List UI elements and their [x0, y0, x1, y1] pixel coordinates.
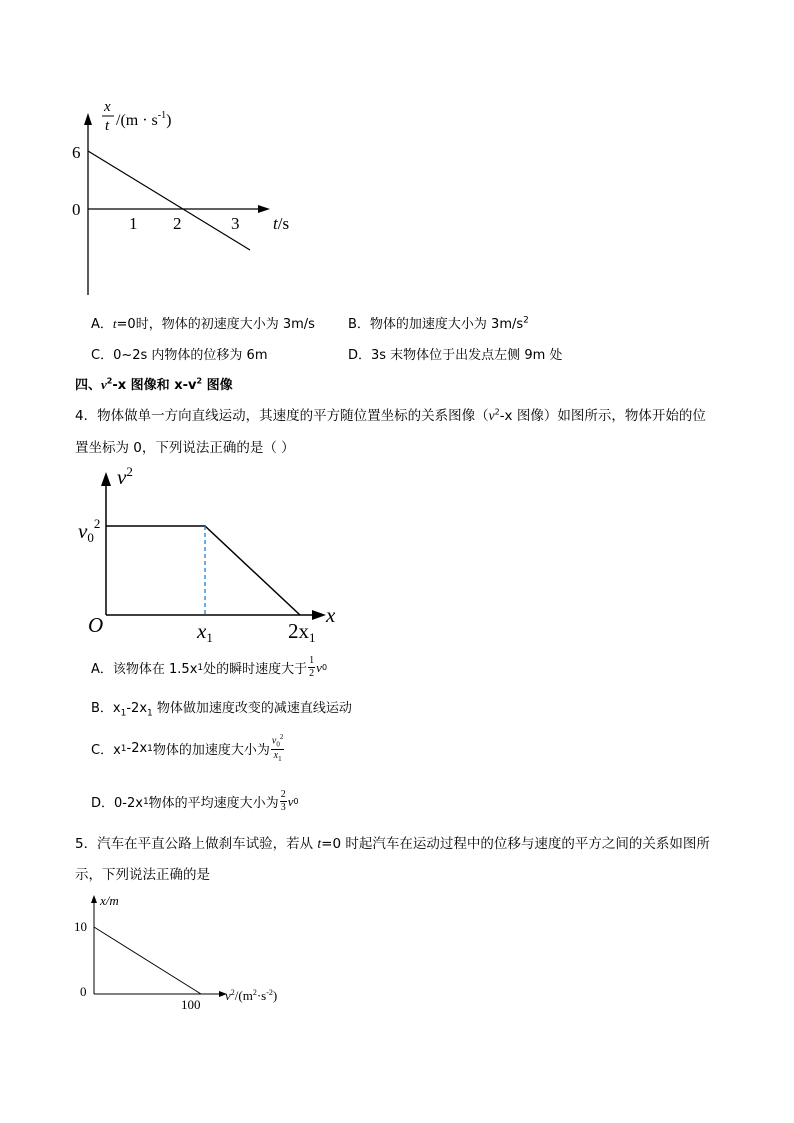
q5-stem-line2: 示，下列说法正确的是	[75, 867, 210, 883]
graph2-x-arrow	[312, 610, 326, 620]
q4-option-a[interactable]	[91, 656, 327, 679]
q3-option-a-var: t	[112, 316, 117, 331]
graph3-x-tick-100: 100	[181, 997, 201, 1012]
section-heading: 四、$v^2-x$ 图像和 $x-v^2$ 图像	[75, 376, 233, 393]
graph3-x-label: $v^2/(m^2\cdot s^{-2})$	[225, 988, 278, 1003]
q4-option-a-text2: 处的瞬时速度大于	[203, 662, 308, 677]
graph2-x-axis-label: x	[326, 603, 336, 627]
q3-option-c[interactable]	[91, 344, 267, 363]
q3-option-a-prefix: A．	[91, 317, 113, 332]
graph1-x-tick-2: 2	[173, 214, 182, 233]
graph2-origin: O	[88, 613, 104, 637]
q3-option-b[interactable]	[348, 313, 529, 332]
q3-option-c-text: C．0~2s 内物体的位移为 6m	[91, 348, 268, 363]
graph3-y-tick-10: 10	[74, 919, 87, 934]
graph1-y-tick-0: 0	[72, 200, 81, 219]
q3-option-b-sup: 2	[523, 315, 529, 326]
graph1-x-tick-1: 1	[129, 214, 138, 233]
graph2-x1-label: x1	[197, 619, 213, 645]
graph1-x-label: t/s	[273, 214, 290, 233]
q4-stem-line2: 置坐标为 0，下列说法正确的是（ ）	[75, 440, 295, 456]
graph-xt-vs-t	[60, 95, 320, 305]
q4-option-d[interactable]: D．0-2x 1 物体的平均速度大小为 $\frac{2}{3}$ v 0	[91, 789, 299, 813]
q4-option-d-frac: $\frac{2}{3}$	[280, 789, 286, 813]
q5-stem-line1: 5．汽车在平直公路上做刹车试验，若从 t=0 时起汽车在运动过程中的位移与速度的平方之间的关系如图所	[75, 836, 710, 852]
graph3-y-label: x/m	[100, 893, 119, 908]
graph-x-vs-v2	[70, 890, 320, 1015]
q4-option-a-v: v	[316, 659, 322, 675]
q4-option-b[interactable]: B．$x_1-2x_1$ 物体做加速度改变的减速直线运动	[91, 701, 352, 719]
graph3-y-arrow	[91, 895, 97, 903]
graph1-y-label-num: x	[104, 99, 111, 115]
q4-option-a-v-sub: 0	[321, 663, 328, 672]
q4-stem-line1: 4．物体做单一方向直线运动，其速度的平方随位置坐标的关系图像（$v^2-x$ 图像）如图所示，物体开始的位	[75, 407, 706, 424]
q3-option-d-text: D．3s 末物体位于出发点左侧 9m 处	[348, 348, 563, 363]
q4-option-c[interactable]: C．x 1 -2x 1 物体的加速度大小为 $\frac{v_0^2}{x_1}$	[91, 733, 284, 764]
q3-option-a-text: =0时，物体的初速度大小为 3m/s	[116, 317, 315, 332]
graph1-y-label-den: t	[105, 118, 110, 134]
graph2-v0-label: $v0^2$	[78, 516, 101, 545]
graph1-y-tick-6: 6	[72, 143, 81, 162]
graph2-y-label: $v^2$	[117, 464, 133, 489]
q3-option-b-text: B．物体的加速度大小为 3m/s	[348, 317, 524, 332]
q4-option-a-frac: $\frac{1}{2}$	[309, 655, 315, 679]
graph1-x-tick-3: 3	[231, 214, 240, 233]
graph1-y-label-unit: $/(m \cdot s^{-1})$	[116, 110, 172, 129]
q4-option-c-frac: $\frac{v_0^2}{x_1}$	[271, 733, 284, 764]
graph2-y-arrow	[101, 472, 111, 486]
graph3-data-line	[94, 927, 201, 994]
q3-option-d[interactable]	[348, 344, 562, 363]
graph-v2-vs-x	[70, 462, 360, 652]
q3-option-a[interactable]	[91, 313, 315, 332]
graph2-data-line	[106, 526, 300, 615]
graph1-x-arrow	[258, 205, 270, 213]
graph1-y-arrow	[84, 113, 92, 125]
graph1-data-line	[88, 151, 250, 250]
graph3-origin: 0	[80, 984, 87, 999]
q4-option-a-sub: 1	[197, 662, 204, 673]
graph2-x2-label: 2x1	[288, 619, 316, 645]
q4-option-a-text: A．该物体在 1.5x	[91, 662, 198, 677]
